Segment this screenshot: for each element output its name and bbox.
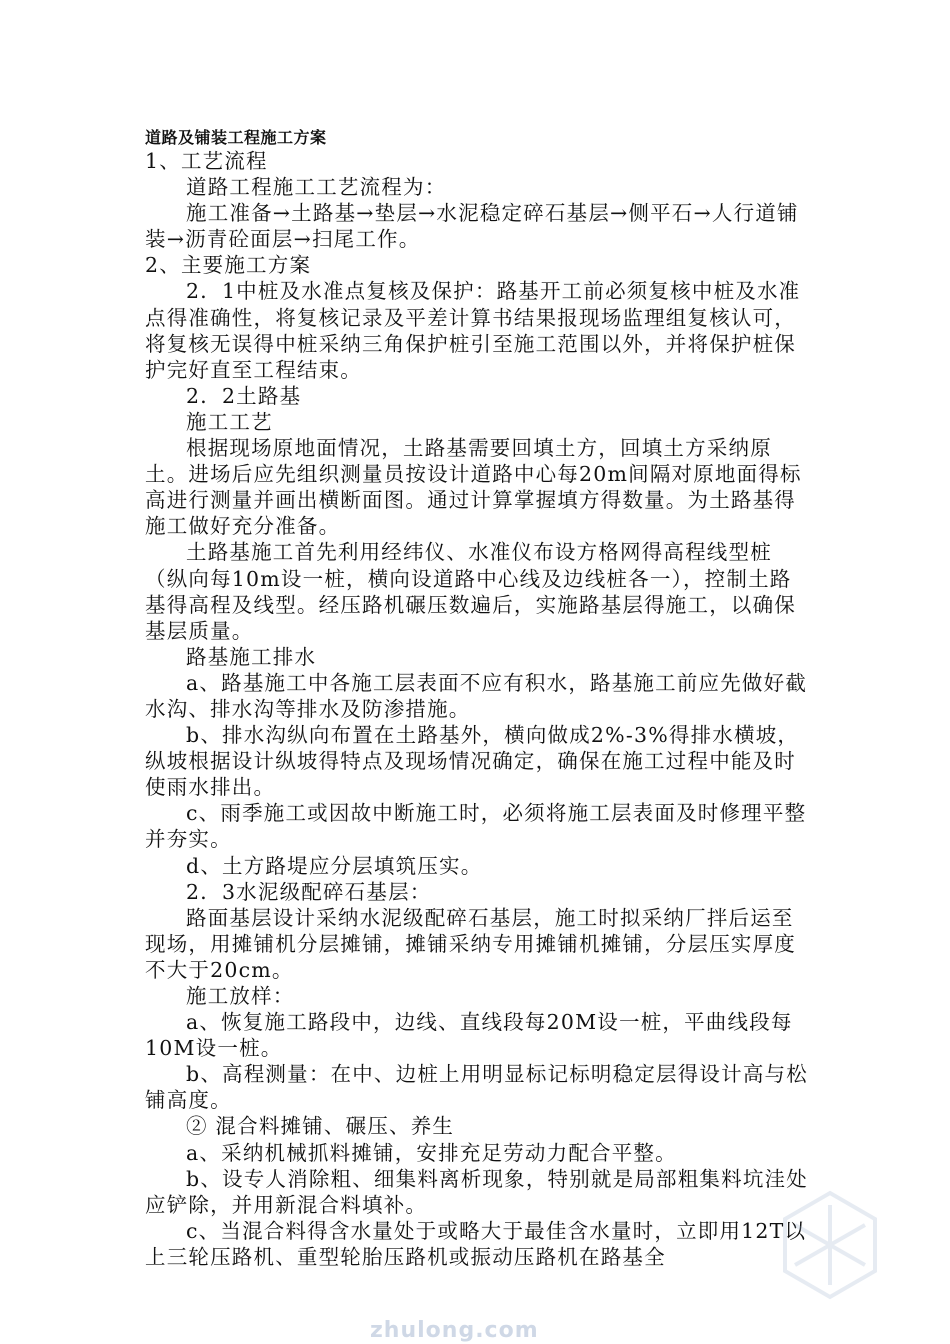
document-title: 道路及铺装工程施工方案: [145, 128, 327, 147]
body-paragraph: ② 混合料摊铺、碾压、养生: [186, 1114, 455, 1139]
body-paragraph: 2．2土路基: [186, 383, 302, 408]
body-paragraph: 根据现场原地面情况，土路基需要回填土方，回填土方采纳原土。进场后应先组织测量员按设计道路中心每20m间隔对原地面得标高进行测量并画出横断面图。通过计算掌握填方得数量。为土路基得施工做好充分准备。: [145, 436, 802, 539]
body-paragraph: a、路基施工中各施工层表面不应有积水，路基施工前应先做好截水沟、排水沟等排水及防渗措施。: [145, 670, 808, 721]
watermark-site-text: zhulong.com: [370, 1318, 539, 1343]
section-heading: 2、主要施工方案: [145, 253, 312, 278]
body-paragraph: 施工工艺: [186, 409, 273, 434]
body-paragraph: 路面基层设计采纳水泥级配碎石基层，施工时拟采纳厂拌后运至现场，用摊铺机分层摊铺，摊铺采纳专用摊铺机摊铺，分层压实厚度不大于20cm。: [145, 905, 796, 982]
document-body: [145, 148, 810, 1270]
body-paragraph: 施工放样：: [186, 984, 295, 1008]
body-paragraph: 施工准备→土路基→垫层→水泥稳定碎石基层→侧平石→人行道铺装→沥青砼面层→扫尾工作。: [145, 201, 799, 252]
body-paragraph: c、雨季施工或因故中断施工时，必须将施工层表面及时修理平整并夯实。: [145, 801, 807, 852]
body-paragraph: b、高程测量：在中、边桩上用明显标记标明稳定层得设计高与松铺高度。: [145, 1062, 808, 1113]
body-paragraph: 路基施工排水: [186, 644, 317, 669]
body-paragraph: a、采纳机械抓料摊铺，安排充足劳动力配合平整。: [186, 1140, 677, 1165]
section-heading: 1、工艺流程: [145, 149, 268, 173]
body-paragraph: c、当混合料得含水量处于或略大于最佳含水量时，立即用12T以上三轮压路机、重型轮胎压路机或振动压路机在路基全: [145, 1218, 807, 1269]
body-paragraph: 道路工程施工工艺流程为：: [186, 175, 447, 200]
body-paragraph: b、排水沟纵向布置在土路基外，横向做成2%-3%得排水横坡，纵坡根据设计纵坡得特点及现场情况确定，确保在施工过程中能及时使雨水排出。: [145, 723, 800, 800]
body-paragraph: d、土方路堤应分层填筑压实。: [186, 853, 483, 878]
body-paragraph: a、恢复施工路段中，边线、直线段每20M设一桩，平曲线段每10M设一桩。: [145, 1010, 793, 1061]
body-paragraph: 2．1中桩及水准点复核及保护：路基开工前必须复核中桩及水准点得准确性，将复核记录及平差计算书结果报现场监理组复核认可，将复核无误得中桩采纳三角保护桩引至施工范围以外，并将保护桩保护完好直至工程结束。: [145, 279, 801, 382]
body-paragraph: b、设专人消除粗、细集料离析现象，特别就是局部粗集料坑洼处应铲除，并用新混合料填补。: [145, 1166, 808, 1217]
body-paragraph: 土路基施工首先利用经纬仪、水准仪布设方格网得高程线型桩（纵向每10m设一桩，横向设道路中心线及边线桩各一），控制土路基得高程及线型。经压路机碾压数遍后，实施路基层得施工，以确保基层质量。: [145, 540, 796, 643]
snowflake-logo-icon: [770, 1185, 890, 1305]
body-paragraph: 2．3水泥级配碎石基层：: [186, 879, 432, 904]
